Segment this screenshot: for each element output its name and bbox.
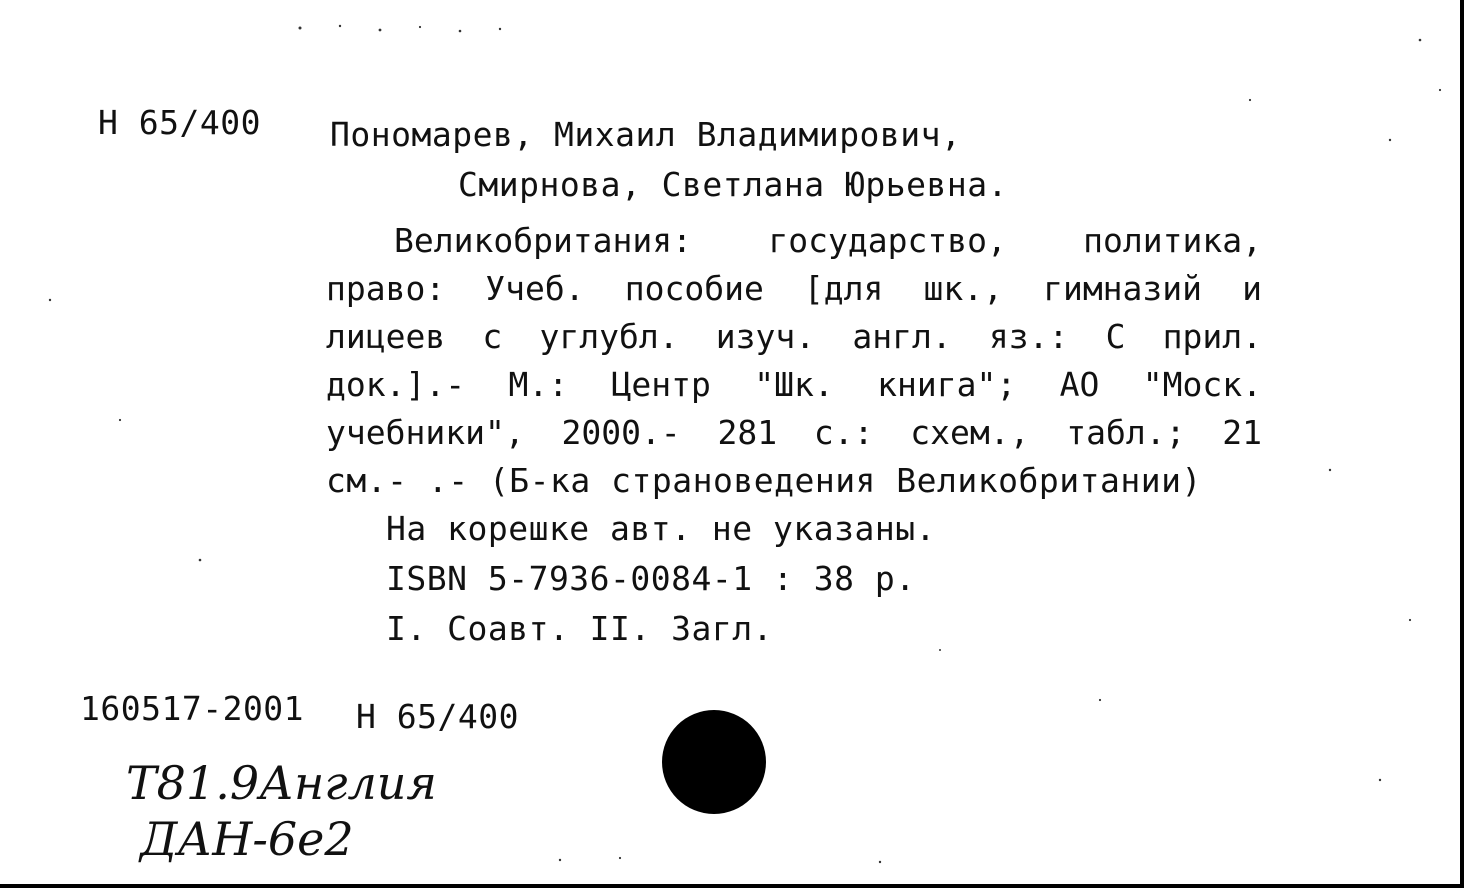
call-number-top: H 65/400 [98, 103, 261, 142]
series-line: см.- .- (Б-ка страноведения Великобритании) [326, 461, 1202, 500]
note-line-1: На корешке авт. не указаны. [386, 509, 936, 548]
inventory-number: 160517-2001 [80, 689, 305, 728]
isbn-line: ISBN 5-7936-0084-1 : 38 р. [386, 559, 916, 598]
title-line-4: док.].- М.: Центр "Шк. книга"; АО "Моск. [326, 365, 1262, 404]
index-line: I. Соавт. II. Загл. [386, 609, 773, 648]
call-number-bottom: H 65/400 [356, 697, 519, 736]
coauthor-line: Смирнова, Светлана Юрьевна. [458, 165, 1008, 204]
handwritten-shelf-code: ДАН-6е2 [140, 812, 354, 866]
punch-hole [662, 710, 766, 814]
title-line-1: Великобритания: государство, политика, [394, 221, 1262, 260]
author-line: Пономарев, Михаил Владимирович, [330, 115, 962, 154]
title-line-2: право: Учеб. пособие [для шк., гимназий и [326, 269, 1262, 308]
handwritten-class-code: Т81.9Англия [126, 756, 437, 810]
title-line-5: учебники", 2000.- 281 с.: схем., табл.; 21 [326, 413, 1262, 452]
title-line-3: лицеев с углубл. изуч. англ. яз.: С прил. [326, 317, 1262, 356]
